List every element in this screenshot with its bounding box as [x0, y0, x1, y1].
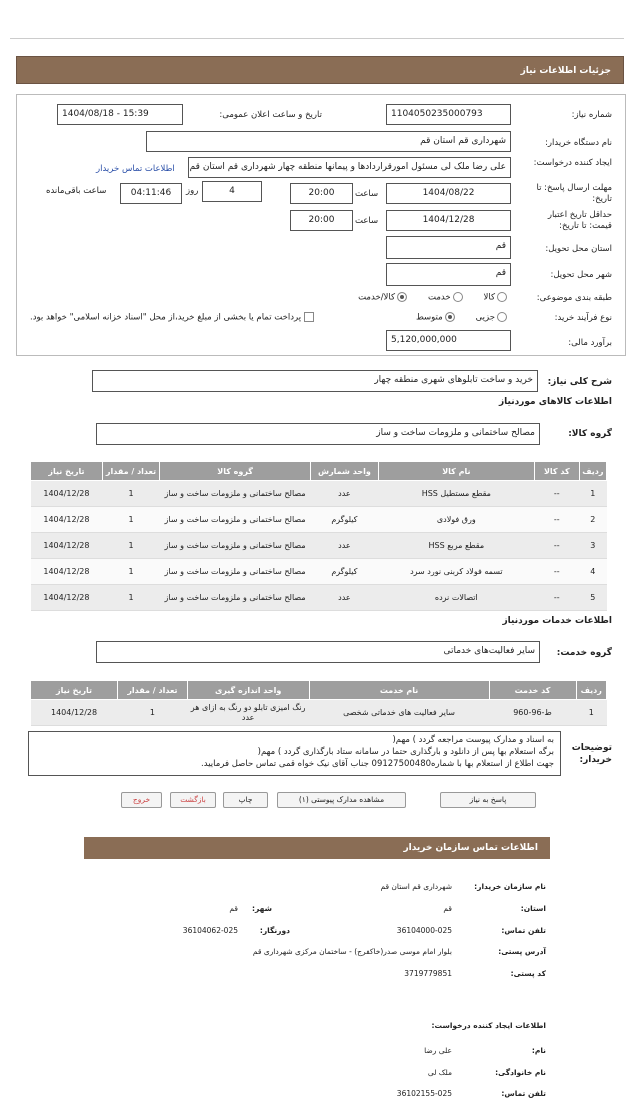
payment-note [30, 312, 314, 323]
estimate-label: برآورد مالی: [568, 338, 612, 348]
services-col-name: نام خدمت [309, 681, 489, 700]
need-number-label: شماره نیاز: [571, 110, 612, 120]
contact-phone: 36104000-025 [396, 926, 452, 935]
goods-cell: مصالح ساختمانی و ملزومات ساخت و ساز [160, 533, 311, 559]
deadline-label: مهلت ارسال پاسخ: تا تاریخ: [536, 183, 612, 204]
category-option-service: خدمت [427, 292, 451, 303]
services-cell: سایر فعالیت های خدماتی شخصی [309, 700, 489, 726]
remaining-label: ساعت باقی‌مانده [46, 186, 107, 196]
services-group-label: گروه خدمت: [556, 648, 612, 658]
deadline-time-label: ساعت [355, 189, 379, 199]
creator-phone: 36102155-025 [396, 1089, 452, 1098]
goods-cell: 1 [102, 507, 159, 533]
goods-cell: -- [534, 585, 579, 611]
category-option-goods-service: کالا/خدمت [358, 292, 396, 303]
creator-last-name: ملک لی [427, 1068, 452, 1077]
services-cell: 1 [118, 700, 188, 726]
category-radio-service[interactable] [453, 292, 463, 302]
category-label: طبقه بندی موضوعی: [536, 293, 612, 303]
days-label: روز [186, 186, 199, 196]
goods-cell: 2 [579, 507, 606, 533]
goods-cell: مصالح ساختمانی و ملزومات ساخت و ساز [160, 559, 311, 585]
buyer-note-line: جهت اطلاع از استعلام بها با شماره09127500480 جناب آقای نیک خواه قمی تماس حاصل فرمایید. [201, 759, 554, 769]
validity-date-field: 1404/12/28 [386, 210, 511, 231]
category-options [358, 292, 509, 303]
goods-cell: 1 [102, 559, 159, 585]
creator-first-name-label: نام: [531, 1046, 546, 1055]
goods-col-date: تاریخ نیاز [31, 462, 103, 481]
goods-section-title: اطلاعات کالاهای موردنیاز [498, 397, 612, 407]
announce-label: تاریخ و ساعت اعلان عمومی: [219, 110, 322, 120]
goods-cell: عدد [311, 481, 379, 507]
goods-cell: 5 [579, 585, 606, 611]
contact-org-name-label: نام سازمان خریدار: [474, 882, 546, 891]
goods-cell: 1404/12/28 [31, 507, 103, 533]
contact-address-label: آدرس پستی: [498, 947, 546, 956]
print-button[interactable]: چاپ [223, 792, 268, 808]
contact-province-label: استان: [520, 904, 546, 913]
goods-cell: -- [534, 507, 579, 533]
announce-field: 1404/08/18 - 15:39 [57, 104, 183, 125]
page-title: جزئیات اطلاعات نیاز [520, 66, 611, 76]
services-col-date: تاریخ نیاز [31, 681, 118, 700]
contact-fax: 36104062-025 [182, 926, 238, 935]
goods-cell: 1404/12/28 [31, 585, 103, 611]
table-row [31, 585, 607, 611]
contact-postal: 3719779851 [404, 969, 452, 978]
requester-label: ایجاد کننده درخواست: [533, 158, 612, 168]
days-field: 4 [202, 181, 262, 202]
city-field: قم [386, 263, 511, 286]
goods-cell: -- [534, 481, 579, 507]
buyer-note-line: برگه استعلام بها پس از دانلود و بارگذاری حتما در سامانه ستاد بارگذاری گردد ) مهم( [257, 747, 554, 757]
goods-cell: 1404/12/28 [31, 559, 103, 585]
province-label: استان محل تحویل: [545, 244, 612, 254]
goods-cell: 1404/12/28 [31, 481, 103, 507]
goods-table-header [31, 462, 607, 481]
services-section-title: اطلاعات خدمات موردنیاز [502, 616, 612, 626]
city-label: شهر محل تحویل: [550, 270, 612, 280]
requester-field: علی رضا ملک لی مسئول امورقراردادها و پیمانها منطقه چهار شهرداری قم استان قم [188, 157, 511, 178]
deadline-date-field: 1404/08/22 [386, 183, 511, 204]
contact-org-name: شهرداری قم استان قم [380, 882, 452, 891]
payment-note-text: پرداخت تمام یا بخشی از مبلغ خرید،از محل "اسناد خزانه اسلامی" خواهد بود. [30, 312, 302, 323]
page-title-bar [16, 56, 624, 84]
services-col-row: ردیف [576, 681, 606, 700]
category-radio-goods[interactable] [497, 292, 507, 302]
services-cell: 1 [576, 700, 606, 726]
goods-cell: کیلوگرم [311, 507, 379, 533]
validity-time-field: 20:00 [290, 210, 353, 231]
process-option-minor: جزیی [475, 312, 495, 323]
buyer-org-label: نام دستگاه خریدار: [545, 138, 612, 148]
goods-table [30, 461, 607, 611]
goods-col-group: گروه کالا [160, 462, 311, 481]
goods-cell: مصالح ساختمانی و ملزومات ساخت و ساز [160, 481, 311, 507]
process-label: نوع فرآیند خرید: [554, 313, 612, 323]
goods-cell: 3 [579, 533, 606, 559]
buyer-notes-box [28, 731, 561, 776]
services-cell: رنگ امیزی تابلو دو رنگ به ازای هر عدد [187, 700, 309, 726]
province-field: قم [386, 236, 511, 259]
goods-cell: 1 [102, 585, 159, 611]
goods-cell: 1 [102, 481, 159, 507]
category-option-goods: کالا [483, 292, 495, 303]
goods-cell: مقطع مربع HSS [378, 533, 534, 559]
goods-col-qty: تعداد / مقدار [102, 462, 159, 481]
process-radio-medium[interactable] [445, 312, 455, 322]
contact-postal-label: کد پستی: [510, 969, 546, 978]
estimate-field: 5,120,000,000 [386, 330, 511, 351]
goods-cell: -- [534, 559, 579, 585]
services-col-qty: تعداد / مقدار [118, 681, 188, 700]
services-col-code: کد خدمت [489, 681, 576, 700]
deadline-time-field: 20:00 [290, 183, 353, 204]
contact-buyer-link[interactable]: اطلاعات تماس خریدار [96, 164, 175, 174]
table-row [31, 700, 607, 726]
summary-label: شرح کلی نیاز: [547, 377, 612, 387]
buyer-notes-label: توضیحات خریدار: [571, 743, 612, 765]
creator-last-name-label: نام خانوادگی: [495, 1068, 546, 1077]
services-col-unit: واحد اندازه گیری [187, 681, 309, 700]
goods-cell: مقطع مستطیل HSS [378, 481, 534, 507]
process-option-medium: متوسط [415, 312, 443, 323]
goods-col-code: کد کالا [534, 462, 579, 481]
creator-first-name: علی رضا [424, 1046, 452, 1055]
goods-cell: 1 [579, 481, 606, 507]
category-radio-goods-service[interactable] [397, 292, 407, 302]
table-row [31, 481, 607, 507]
creator-title: اطلاعات ایجاد کننده درخواست: [431, 1021, 546, 1030]
contact-title: اطلاعات تماس سازمان خریدار [403, 843, 538, 853]
contact-province: قم [443, 904, 452, 913]
table-row [31, 507, 607, 533]
contact-title-bar [84, 837, 550, 859]
goods-table-body [31, 481, 607, 611]
buyer-org-field: شهرداری قم استان قم [146, 131, 511, 152]
goods-group-field: مصالح ساختمانی و ملزومات ساخت و ساز [96, 423, 540, 445]
contact-fax-label: دورنگار: [259, 926, 290, 935]
remaining-time-field: 04:11:46 [120, 183, 182, 204]
goods-cell: کیلوگرم [311, 559, 379, 585]
exit-button[interactable]: خروج [121, 792, 162, 808]
goods-cell: مصالح ساختمانی و ملزومات ساخت و ساز [160, 585, 311, 611]
back-button[interactable]: بازگشت [170, 792, 216, 808]
goods-cell: ورق فولادی [378, 507, 534, 533]
need-number-field: 1104050235000793 [386, 104, 511, 125]
services-table [30, 680, 607, 726]
buyer-note-line: به اسناد و مدارک پیوست مراجعه گردد ) مهم( [392, 735, 554, 745]
goods-cell: -- [534, 533, 579, 559]
goods-cell: عدد [311, 533, 379, 559]
contact-address: بلوار امام موسی صدر(خاکفرج) - ساختمان مرکزی شهرداری قم [252, 947, 452, 956]
table-row [31, 559, 607, 585]
services-cell: ط-96-960 [489, 700, 576, 726]
goods-cell: عدد [311, 585, 379, 611]
contact-phone-label: تلفن تماس: [501, 926, 546, 935]
goods-cell: 4 [579, 559, 606, 585]
services-table-header [31, 681, 607, 700]
goods-cell: 1404/12/28 [31, 533, 103, 559]
payment-checkbox[interactable] [304, 312, 314, 322]
goods-cell: تسمه فولاد کربنی نورد سرد [378, 559, 534, 585]
goods-cell: 1 [102, 533, 159, 559]
reply-button[interactable]: پاسخ به نیاز [440, 792, 536, 808]
services-group-field: سایر فعالیت‌های خدماتی [96, 641, 540, 663]
validity-label: حداقل تاریخ اعتبار قیمت: تا تاریخ: [547, 210, 612, 231]
services-cell: 1404/12/28 [31, 700, 118, 726]
goods-cell: مصالح ساختمانی و ملزومات ساخت و ساز [160, 507, 311, 533]
contact-city: قم [229, 904, 238, 913]
validity-time-label: ساعت [355, 216, 379, 226]
attachments-button[interactable]: مشاهده مدارک پیوستی (۱) [277, 792, 406, 808]
contact-city-label: شهر: [252, 904, 272, 913]
table-row [31, 533, 607, 559]
creator-phone-label: تلفن تماس: [501, 1089, 546, 1098]
summary-field: خرید و ساخت تابلوهای شهری منطقه چهار [92, 370, 538, 392]
goods-col-name: نام کالا [378, 462, 534, 481]
goods-col-unit: واحد شمارش [311, 462, 379, 481]
goods-group-label: گروه کالا: [568, 429, 612, 439]
top-divider [10, 38, 624, 39]
process-options [416, 312, 509, 323]
process-radio-minor[interactable] [497, 312, 507, 322]
goods-col-row: ردیف [579, 462, 606, 481]
goods-cell: اتصالات نرده [378, 585, 534, 611]
